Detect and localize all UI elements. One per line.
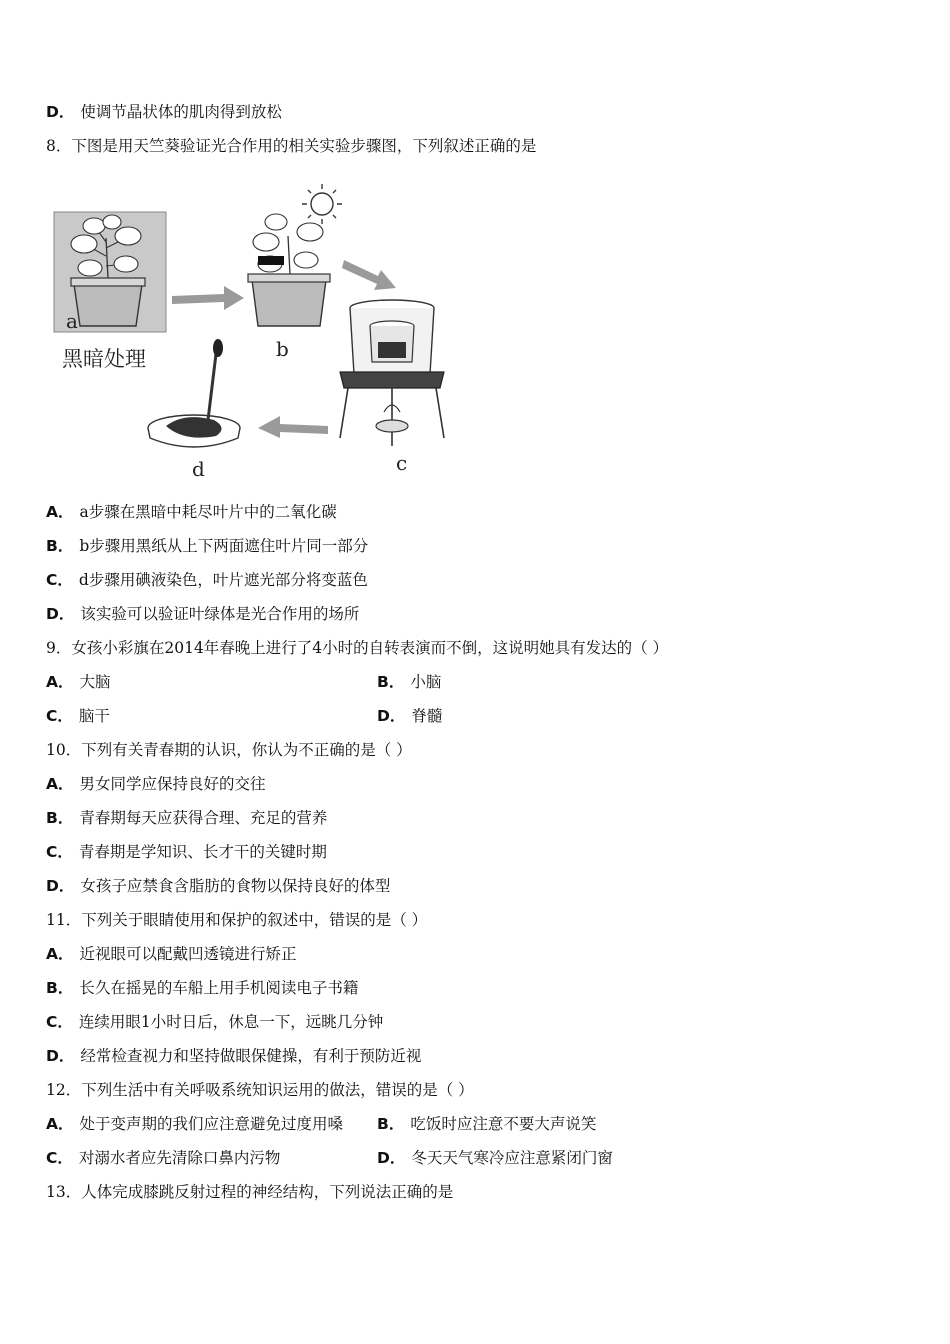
option-label: C． xyxy=(46,1149,73,1167)
q9-option-b xyxy=(377,671,441,693)
option-label: B． xyxy=(377,673,405,691)
q11-option-d xyxy=(46,1045,421,1067)
option-text: 对溺水者应先清除口鼻内污物 xyxy=(78,1149,281,1167)
option-label: A． xyxy=(46,673,74,691)
option-text: 大脑 xyxy=(79,673,111,691)
option-text: 吃饭时应注意不要大声说笑 xyxy=(410,1115,597,1133)
option-label: D． xyxy=(377,1149,406,1167)
petri-dish-dropper-icon xyxy=(148,339,240,447)
sun-icon xyxy=(302,184,342,224)
q11-option-c xyxy=(46,1011,383,1033)
option-text: 男女同学应保持良好的交往 xyxy=(79,775,266,793)
option-label: D． xyxy=(46,1047,75,1065)
q10-option-c xyxy=(46,841,327,863)
option-label: A． xyxy=(46,945,74,963)
q10-stem: 10．下列有关青春期的认识，你认为不正确的是（ ） xyxy=(46,741,412,759)
q11-stem: 11．下列关于眼睛使用和保护的叙述中，错误的是（ ） xyxy=(46,911,428,929)
q10-option-d xyxy=(46,875,390,897)
option-label: A． xyxy=(46,1115,74,1133)
option-label: C． xyxy=(46,707,73,725)
option-text: 脊髓 xyxy=(411,707,443,725)
option-label: C． xyxy=(46,571,73,589)
experiment-steps-illustration xyxy=(44,176,458,480)
label-b: b xyxy=(276,337,289,361)
arrow-c-to-d xyxy=(258,416,328,438)
option-label: C． xyxy=(46,1013,73,1031)
q12-option-d xyxy=(377,1147,613,1169)
option-label: A． xyxy=(46,503,74,521)
caption-dark-treatment: 黑暗处理 xyxy=(62,347,146,371)
arrow-b-to-c xyxy=(342,260,396,290)
option-label: C． xyxy=(46,843,73,861)
option-text: 女孩子应禁食含脂肪的食物以保持良好的体型 xyxy=(80,877,391,895)
option-label: B． xyxy=(377,1115,405,1133)
option-label: A． xyxy=(46,775,74,793)
option-text: 使调节晶状体的肌肉得到放松 xyxy=(80,103,282,121)
option-label: D． xyxy=(46,877,75,895)
label-c: c xyxy=(396,451,408,475)
q7-option-d xyxy=(46,101,282,123)
water-bath-apparatus-icon xyxy=(340,300,444,446)
black-paper-strip xyxy=(258,256,284,265)
q10-option-a xyxy=(46,773,266,795)
option-label: B． xyxy=(46,979,74,997)
option-text: 小脑 xyxy=(410,673,442,691)
option-text: 近视眼可以配戴凹透镜进行矫正 xyxy=(79,945,297,963)
option-label: D． xyxy=(377,707,406,725)
option-text: d步骤用碘液染色，叶片遮光部分将变蓝色 xyxy=(78,571,368,589)
q12-stem: 12．下列生活中有关呼吸系统知识运用的做法，错误的是（ ） xyxy=(46,1081,474,1099)
option-label: D． xyxy=(46,605,75,623)
option-text: 处于变声期的我们应注意避免过度用嗓 xyxy=(79,1115,344,1133)
q8-experiment-figure xyxy=(44,176,458,480)
q8-option-a xyxy=(46,501,337,523)
option-text: b步骤用黑纸从上下两面遮住叶片同一部分 xyxy=(79,537,369,555)
option-text: 青春期是学知识、长才干的关键时期 xyxy=(78,843,327,861)
q9-stem: 9．女孩小彩旗在2014年春晚上进行了4小时的自转表演而不倒，这说明她具有发达的（ ） xyxy=(46,639,669,657)
label-d: d xyxy=(192,457,205,480)
label-a: a xyxy=(66,309,78,333)
q8-stem: 8．下图是用天竺葵验证光合作用的相关实验步骤图，下列叙述正确的是 xyxy=(46,137,537,155)
option-label: D． xyxy=(46,103,75,121)
option-text: 青春期每天应获得合理、充足的营养 xyxy=(79,809,328,827)
option-text: 冬天天气寒冷应注意紧闭门窗 xyxy=(411,1149,613,1167)
q13-stem: 13．人体完成膝跳反射过程的神经结构，下列说法正确的是 xyxy=(46,1183,454,1201)
option-label: B． xyxy=(46,809,74,827)
option-text: 脑干 xyxy=(78,707,110,725)
q8-option-c xyxy=(46,569,368,591)
plant-b-icon xyxy=(248,214,330,326)
q10-option-b xyxy=(46,807,327,829)
q9-option-c xyxy=(46,705,110,727)
option-text: 经常检查视力和坚持做眼保健操，有利于预防近视 xyxy=(80,1047,422,1065)
q9-option-a xyxy=(46,671,111,693)
option-text: a步骤在黑暗中耗尽叶片中的二氧化碳 xyxy=(79,503,337,521)
q9-option-d xyxy=(377,705,442,727)
q11-option-a xyxy=(46,943,297,965)
q8-option-d xyxy=(46,603,359,625)
q8-option-b xyxy=(46,535,368,557)
option-text: 该实验可以验证叶绿体是光合作用的场所 xyxy=(80,605,360,623)
option-text: 长久在摇晃的车船上用手机阅读电子书籍 xyxy=(79,979,359,997)
q11-option-b xyxy=(46,977,358,999)
option-text: 连续用眼1小时日后，休息一下，远眺几分钟 xyxy=(78,1013,384,1031)
arrow-a-to-b xyxy=(172,286,244,310)
option-label: B． xyxy=(46,537,74,555)
q12-option-a xyxy=(46,1113,343,1135)
q12-option-b xyxy=(377,1113,596,1135)
q12-option-c xyxy=(46,1147,280,1169)
